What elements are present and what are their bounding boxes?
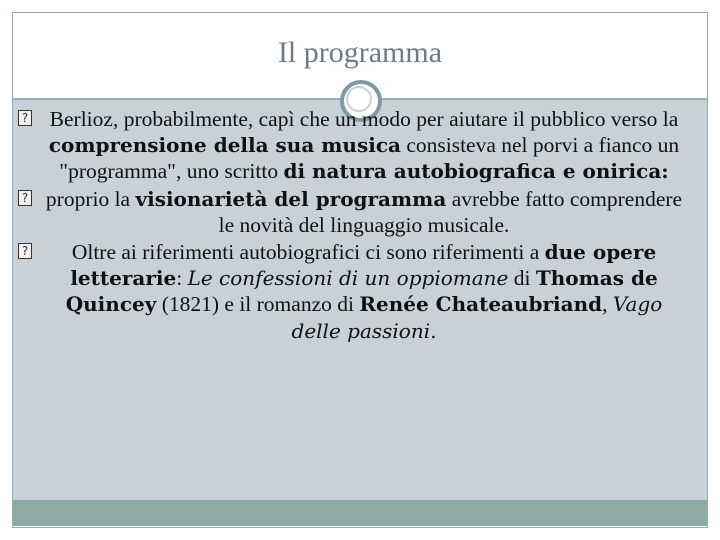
bullet-item [38, 106, 690, 185]
text-segment: avrebbe fatto comprendere le novità del linguaggio musicale. [218, 186, 683, 237]
text-segment: visionarietà del programma [135, 186, 447, 211]
bullet-marker-icon [18, 243, 32, 259]
text-segment: Vago delle passioni. [291, 292, 663, 343]
bullet-list [38, 106, 690, 345]
text-segment: comprensione della sua musica [48, 133, 401, 158]
text-segment: , [602, 292, 613, 317]
text-segment: di natura autobiografica e onirica: [283, 159, 669, 184]
slide-title: Il programma [277, 36, 443, 69]
text-segment: Berlioz, probabilmente, capì che un modo per aiutare il pubblico verso la [49, 107, 679, 131]
text-segment: (1821) e il romanzo di [156, 292, 360, 317]
text-segment: consisteva nel porvi a fianco un "programma", uno scritto [59, 133, 680, 184]
bullet-text [66, 240, 663, 343]
bullet-item [38, 186, 690, 238]
text-segment: : [176, 266, 188, 291]
text-segment: Renée Chateaubriand [359, 292, 603, 317]
bullet-item [38, 239, 690, 344]
text-segment: Thomas de Quincey [65, 266, 658, 317]
bullet-marker-icon [18, 190, 32, 206]
bullet-text [49, 107, 679, 183]
text-segment: di [508, 266, 536, 291]
bullet-text [46, 187, 682, 237]
text-segment: due opere letterarie [70, 240, 657, 291]
text-segment: Oltre ai riferimenti autobiografici ci sono riferimenti a [71, 240, 545, 265]
text-segment: proprio la [45, 186, 136, 211]
bullet-marker-icon [18, 110, 32, 126]
text-segment: Le confessioni di un oppiomane [187, 266, 509, 291]
